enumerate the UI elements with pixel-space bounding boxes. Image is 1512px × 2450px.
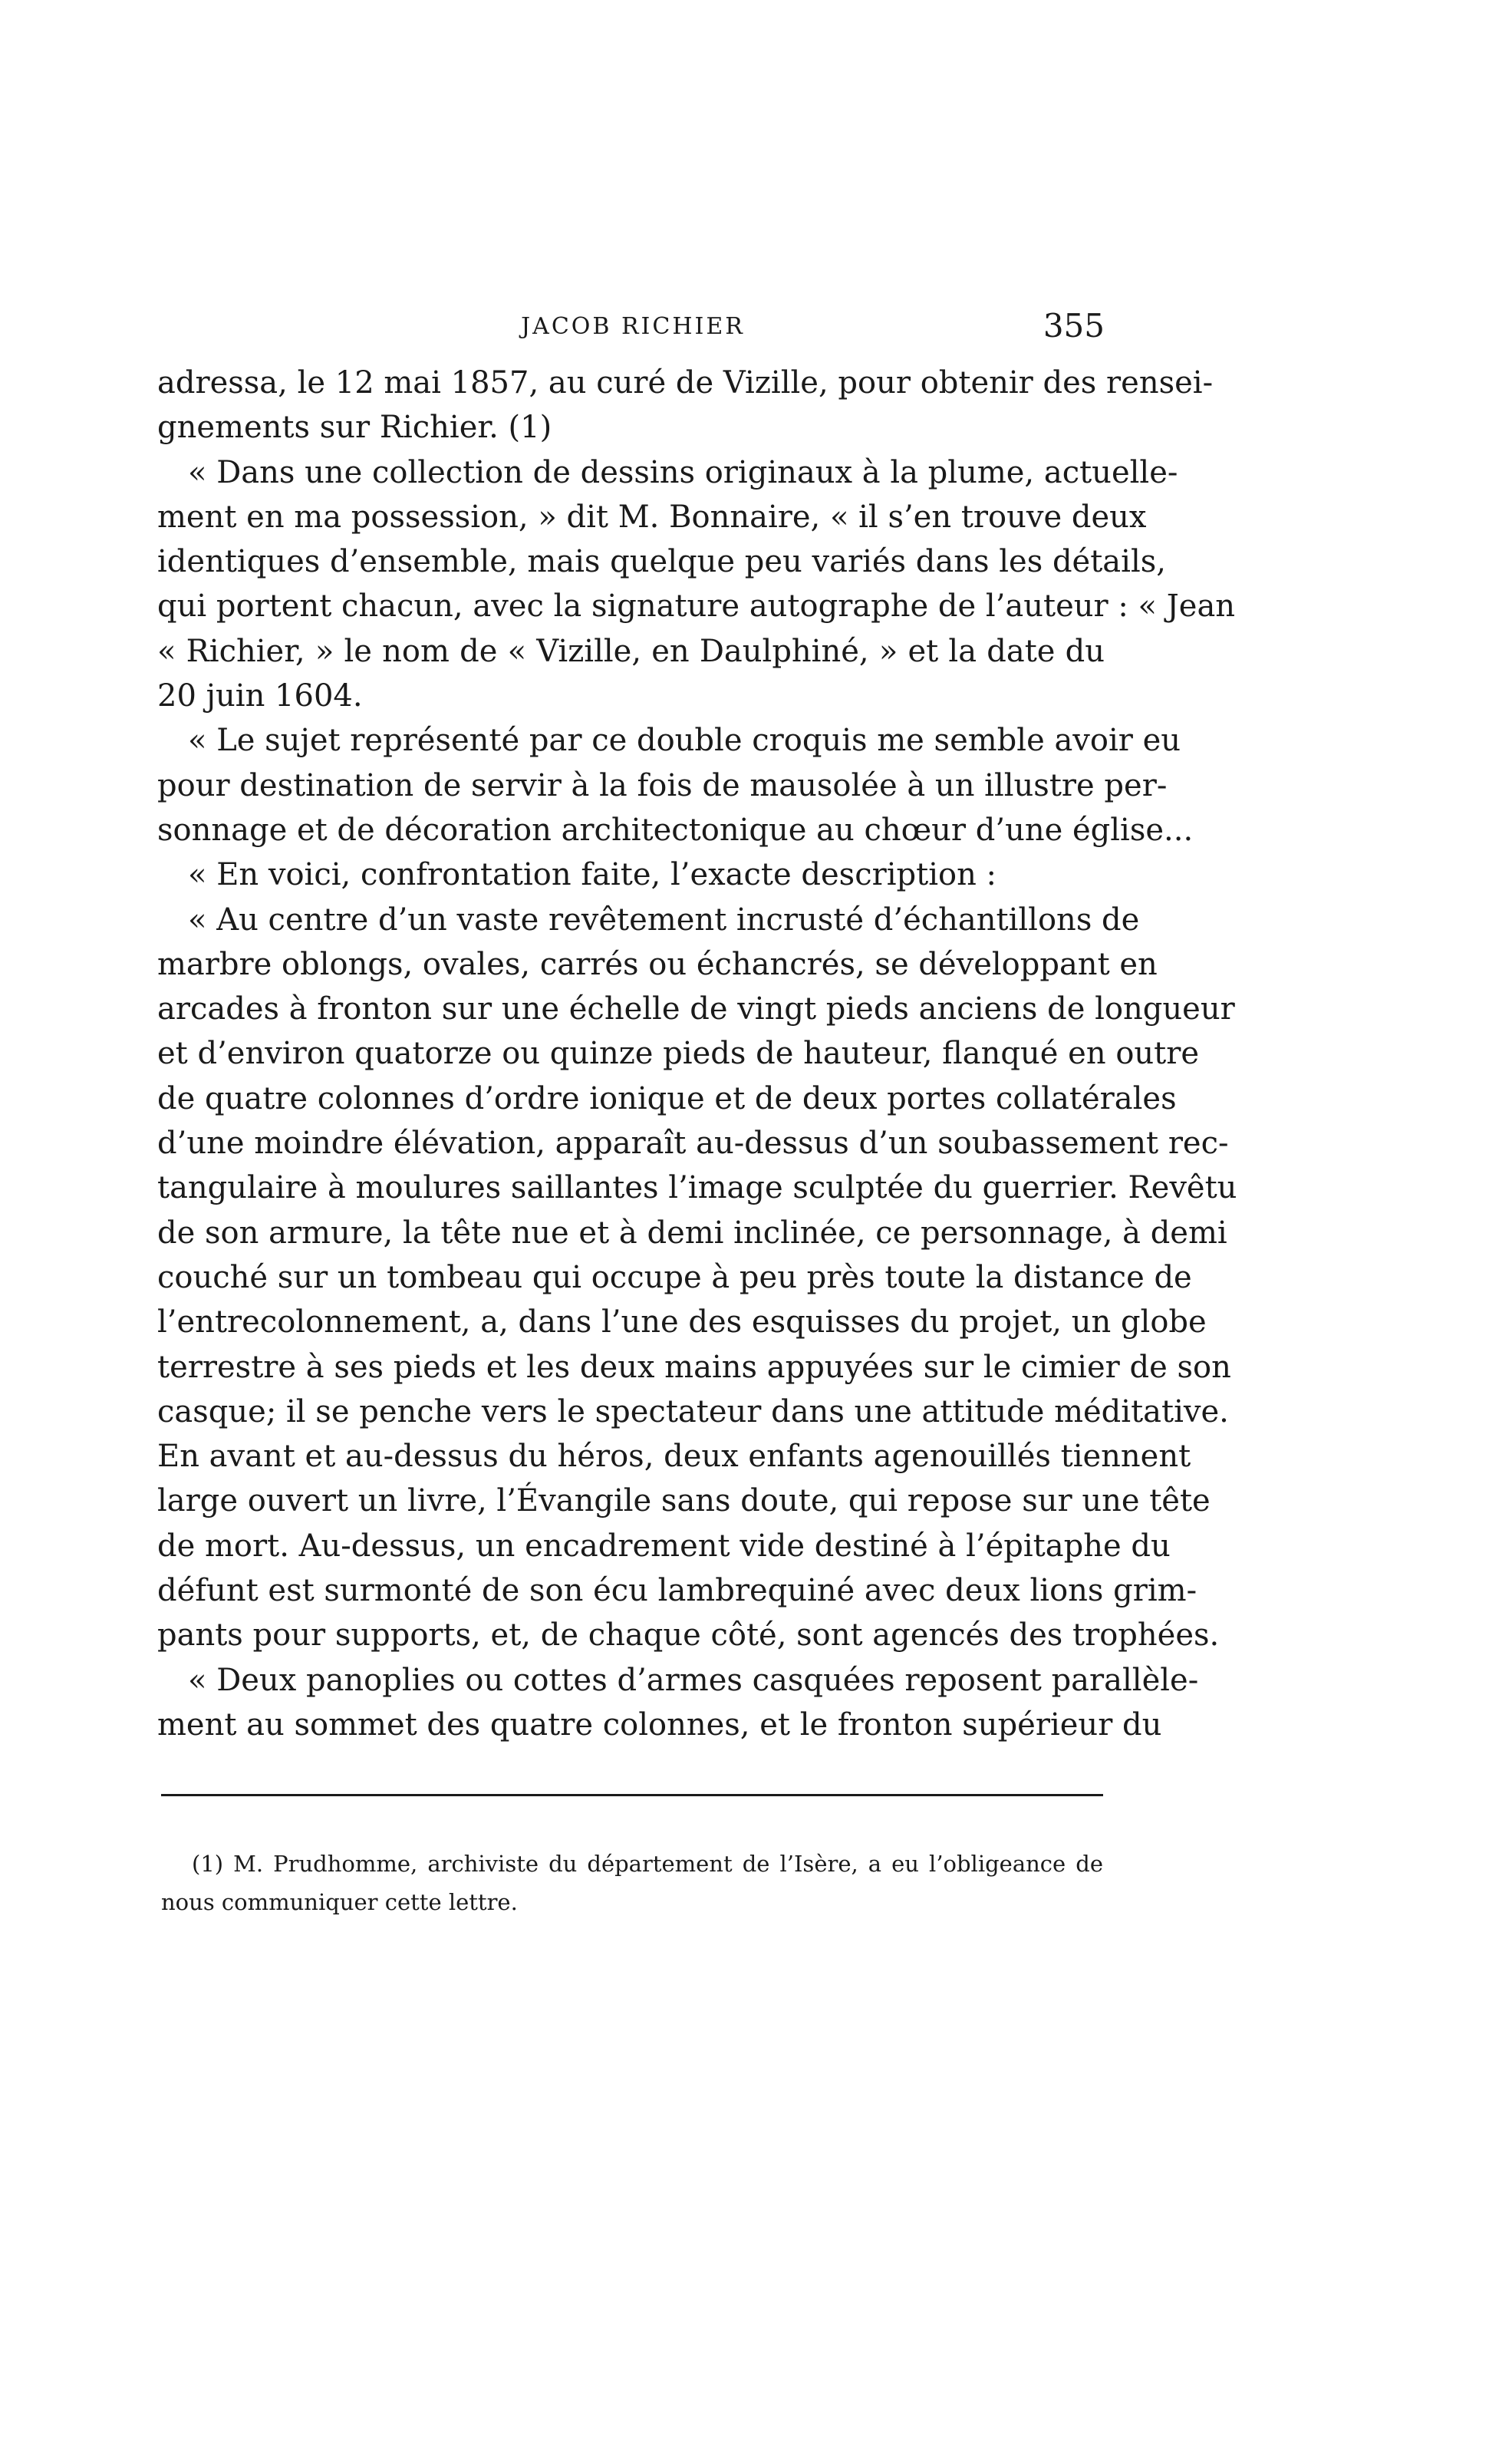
footnote-line: nous communiquer cette lettre. bbox=[161, 1889, 518, 1915]
text-line: large ouvert un livre, l’Évangile sans doute, qui repose sur une tête bbox=[157, 1483, 1211, 1519]
text-line: défunt est surmonté de son écu lambrequiné avec deux lions grim- bbox=[157, 1573, 1197, 1609]
text-line: « Le sujet représenté par ce double croquis me semble avoir eu bbox=[188, 723, 1181, 759]
running-head bbox=[161, 307, 1105, 353]
text-line: pour destination de servir à la fois de mausolée à un illustre per- bbox=[157, 767, 1168, 803]
text-line: d’une moindre élévation, apparaît au-dessus d’un soubassement rec- bbox=[157, 1126, 1229, 1162]
text-line: « Deux panoplies ou cottes d’armes casquées reposent parallèle- bbox=[188, 1662, 1199, 1698]
text-line: de mort. Au-dessus, un encadrement vide destiné à l’épitaphe du bbox=[157, 1528, 1171, 1564]
footnote-line: (1) M. Prudhomme, archiviste du département de l’Isère, a eu l’obligeance de bbox=[192, 1851, 1103, 1877]
footnote bbox=[161, 1845, 1103, 1921]
text-line: identiques d’ensemble, mais quelque peu variés dans les détails, bbox=[157, 544, 1166, 580]
text-line: En avant et au-dessus du héros, deux enfants agenouillés tiennent bbox=[157, 1439, 1191, 1475]
text-line: tangulaire à moulures saillantes l’image sculptée du guerrier. Revêtu bbox=[157, 1170, 1237, 1206]
text-line: de quatre colonnes d’ordre ionique et de deux portes collatérales bbox=[157, 1080, 1177, 1116]
running-title: JACOB RICHIER bbox=[521, 313, 745, 340]
text-line: de son armure, la tête nue et à demi inclinée, ce personnage, à demi bbox=[157, 1215, 1227, 1251]
text-line: qui portent chacun, avec la signature autographe de l’auteur : « Jean bbox=[157, 589, 1236, 625]
text-line: sonnage et de décoration architectonique au chœur d’une église... bbox=[157, 812, 1194, 848]
text-line: pants pour supports, et, de chaque côté, sont agencés des trophées. bbox=[157, 1617, 1220, 1654]
text-line: « Dans une collection de dessins originaux à la plume, actuelle- bbox=[188, 454, 1178, 490]
footnote-rule bbox=[161, 1794, 1103, 1796]
text-line: terrestre à ses pieds et les deux mains appuyées sur le cimier de son bbox=[157, 1349, 1231, 1385]
text-line: gnements sur Richier. (1) bbox=[157, 410, 552, 446]
text-line: couché sur un tombeau qui occupe à peu près toute la distance de bbox=[157, 1259, 1192, 1295]
page-number: 355 bbox=[1043, 307, 1105, 345]
text-line: « Richier, » le nom de « Vizille, en Daulphiné, » et la date du bbox=[157, 633, 1105, 669]
text-line: ment en ma possession, » dit M. Bonnaire, « il s’en trouve deux bbox=[157, 499, 1147, 535]
text-line: marbre oblongs, ovales, carrés ou échancrés, se développant en bbox=[157, 946, 1158, 982]
text-line: « Au centre d’un vaste revêtement incrusté d’échantillons de bbox=[188, 902, 1140, 938]
text-line: l’entrecolonnement, a, dans l’une des esquisses du projet, un globe bbox=[157, 1304, 1207, 1340]
text-line: et d’environ quatorze ou quinze pieds de hauteur, flanqué en outre bbox=[157, 1036, 1200, 1072]
body-text bbox=[157, 361, 1237, 1747]
text-line: arcades à fronton sur une échelle de vingt pieds anciens de longueur bbox=[157, 991, 1235, 1027]
text-line: casque; il se penche vers le spectateur dans une attitude méditative. bbox=[157, 1393, 1229, 1429]
text-line: 20 juin 1604. bbox=[157, 678, 363, 714]
text-line: ment au sommet des quatre colonnes, et le fronton supérieur du bbox=[157, 1706, 1162, 1743]
text-line: « En voici, confrontation faite, l’exacte description : bbox=[188, 857, 997, 893]
text-line: adressa, le 12 mai 1857, au curé de Vizille, pour obtenir des rensei- bbox=[157, 365, 1214, 401]
